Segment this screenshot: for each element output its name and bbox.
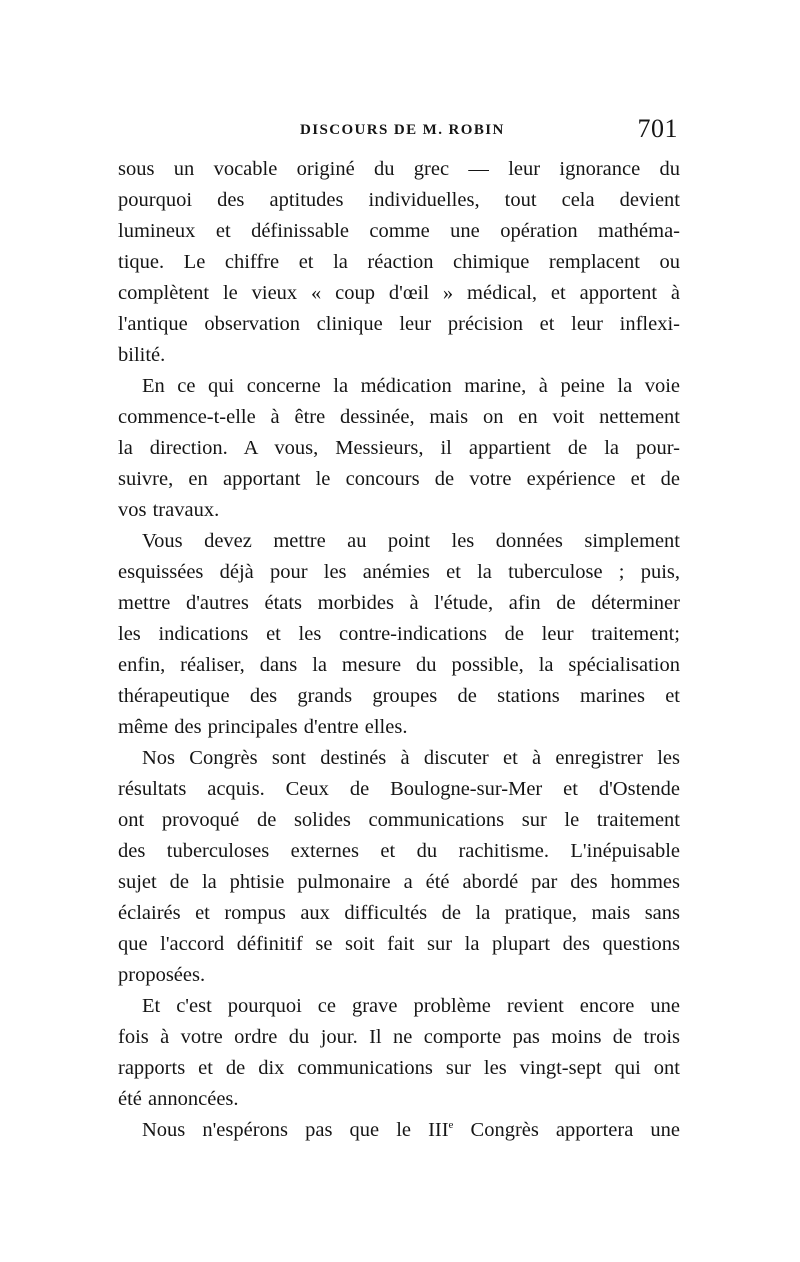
text-line: complètent le vieux « coup d'œil » médical, et apportent à <box>118 282 680 304</box>
text-line: proposées. <box>118 964 206 986</box>
text-line: l'antique observation clinique leur précision et leur inflexi- <box>118 313 680 335</box>
text-line: pourquoi des aptitudes individuelles, tout cela devient <box>118 189 680 211</box>
text-line: tique. Le chiffre et la réaction chimique remplacent ou <box>118 251 680 273</box>
text-line: bilité. <box>118 344 166 366</box>
running-title: DISCOURS DE M. ROBIN <box>300 122 505 138</box>
text-line: vos travaux. <box>118 499 220 521</box>
text-line: thérapeutique des grands groupes de stations marines et <box>118 685 680 707</box>
page-number: 701 <box>637 114 678 143</box>
text-line: les indications et les contre-indications de leur traitement; <box>118 623 680 645</box>
text-line: enfin, réaliser, dans la mesure du possible, la spécialisation <box>118 654 680 676</box>
paragraph-first-line: En ce qui concerne la médication marine, à peine la voie <box>142 375 680 397</box>
final-line-start: Nous n'espérons pas que le III <box>142 1119 449 1141</box>
text-line: éclairés et rompus aux difficultés de la pratique, mais sans <box>118 902 680 924</box>
text-line: été annoncées. <box>118 1088 239 1110</box>
ordinal-superscript: e <box>448 1119 454 1132</box>
text-line: la direction. A vous, Messieurs, il appartient de la pour- <box>118 437 680 459</box>
text-line: que l'accord définitif se soit fait sur la plupart des questions <box>118 933 680 955</box>
text-line: même des principales d'entre elles. <box>118 716 408 738</box>
text-line: résultats acquis. Ceux de Boulogne-sur-Mer et d'Ostende <box>118 778 680 800</box>
text-line: fois à votre ordre du jour. Il ne comporte pas moins de trois <box>118 1026 680 1048</box>
paragraph-first-line: Et c'est pourquoi ce grave problème revient encore une <box>142 995 680 1017</box>
text-line: commence-t-elle à être dessinée, mais on en voit nettement <box>118 406 680 428</box>
text-line: esquissées déjà pour les anémies et la tuberculose ; puis, <box>118 561 680 583</box>
text-line: ont provoqué de solides communications sur le traitement <box>118 809 680 831</box>
paragraph-first-line: Nos Congrès sont destinés à discuter et à enregistrer les <box>142 747 680 769</box>
paragraph-first-line: Vous devez mettre au point les données simplement <box>142 530 680 552</box>
text-line: lumineux et définissable comme une opération mathéma- <box>118 220 680 242</box>
text-line: suivre, en apportant le concours de votre expérience et de <box>118 468 680 490</box>
paragraph-first-line <box>118 1115 680 1146</box>
body-text <box>118 154 680 1146</box>
final-line-end: Congrès apportera une <box>453 1119 680 1141</box>
running-head <box>118 114 680 148</box>
text-line: sujet de la phtisie pulmonaire a été abordé par des hommes <box>118 871 680 893</box>
text-line: sous un vocable originé du grec — leur ignorance du <box>118 158 680 180</box>
text-line: mettre d'autres états morbides à l'étude, afin de déterminer <box>118 592 680 614</box>
text-line: rapports et de dix communications sur les vingt-sept qui ont <box>118 1057 680 1079</box>
text-line: des tuberculoses externes et du rachitisme. L'inépuisable <box>118 840 680 862</box>
